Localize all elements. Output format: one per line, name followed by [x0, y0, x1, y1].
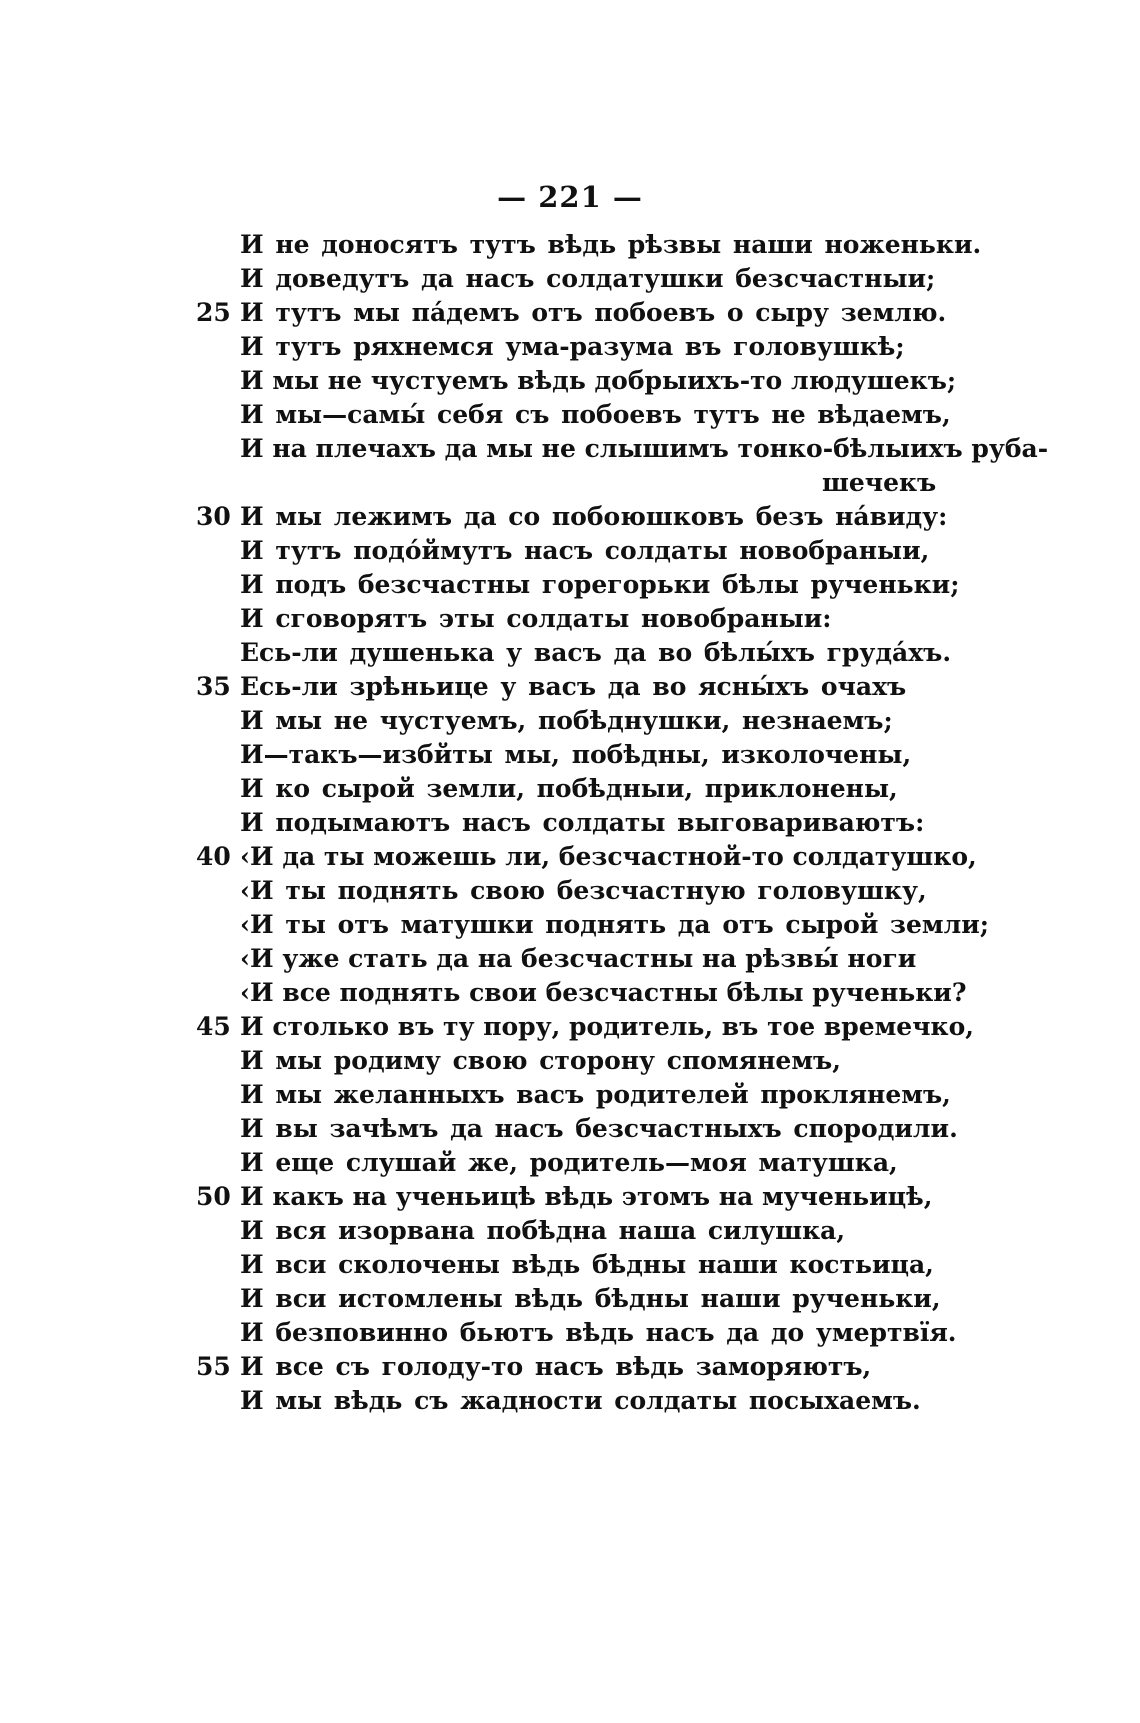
poem-line	[0, 738, 1140, 772]
poem-line	[0, 670, 1140, 704]
line-text: И еще слушай же, родитель—моя матушка,	[240, 1148, 898, 1177]
poem-line-continuation	[0, 466, 1140, 500]
line-text: И мы не чустуемъ, побѣднушки, незнаемъ;	[240, 706, 893, 735]
poem-line	[0, 296, 1140, 330]
page-number: — 221 —	[497, 180, 643, 214]
poem-line	[0, 772, 1140, 806]
line-text: ‹И ты поднять свою безсчастную головушку,	[240, 876, 927, 905]
line-text: И тутъ мы па́демъ отъ побоевъ о сыру землю.	[240, 298, 947, 327]
line-text: И вся изорвана побѣдна наша силушка,	[240, 1216, 846, 1245]
line-number: 45	[196, 1012, 231, 1041]
poem-line	[0, 942, 1140, 976]
poem-line	[0, 262, 1140, 296]
poem-line	[0, 1010, 1140, 1044]
line-text: И подымаютъ насъ солдаты выговариваютъ:	[240, 808, 925, 837]
line-text: И—такъ—избйты мы, побѣдны, изколочены,	[240, 740, 912, 769]
line-text: Есь-ли зрѣньице у васъ да во ясны́хъ очахъ	[240, 672, 907, 701]
line-number: 40	[196, 842, 231, 871]
line-text: И мы—самы́ себя съ побоевъ тутъ не вѣдаемъ,	[240, 400, 951, 429]
poem-line	[0, 1350, 1140, 1384]
line-text: И столько въ ту пору, родитель, въ тое времечко,	[240, 1012, 974, 1041]
poem-line	[0, 806, 1140, 840]
line-text: И какъ на ученьицѣ вѣдь этомъ на мученьицѣ,	[240, 1182, 933, 1211]
poem-line	[0, 568, 1140, 602]
line-text: И доведутъ да насъ солдатушки безсчастныи;	[240, 264, 936, 293]
poem-line	[0, 330, 1140, 364]
poem-line	[0, 364, 1140, 398]
poem-line	[0, 840, 1140, 874]
poem-line	[0, 874, 1140, 908]
line-text: И мы родиму свою сторону спомянемъ,	[240, 1046, 841, 1075]
line-text: И на плечахъ да мы не слышимъ тонко-бѣлыихъ руба-	[240, 434, 1049, 463]
line-text: И мы вѣдь съ жадности солдаты посыхаемъ.	[240, 1386, 921, 1415]
line-text: И подъ безсчастны горегорьки бѣлы рученьки;	[240, 570, 960, 599]
poem-line	[0, 1112, 1140, 1146]
line-text: И мы лежимъ да со побоюшковъ безъ на́виду:	[240, 502, 948, 531]
line-text: И тутъ ряхнемся ума-разума въ головушкѣ;	[240, 332, 905, 361]
poem-line	[0, 1384, 1140, 1418]
line-text: ‹И все поднять свои безсчастны бѣлы рученьки?	[240, 978, 967, 1007]
poem-line	[0, 976, 1140, 1010]
line-text: Есь-ли душенька у васъ да во бѣлы́хъ груда́хъ.	[240, 638, 952, 667]
poem-text	[0, 228, 1140, 1418]
line-text: И все съ голоду-то насъ вѣдь заморяютъ,	[240, 1352, 872, 1381]
poem-line	[0, 432, 1140, 466]
line-text: ‹И ты отъ матушки поднять да отъ сырой земли;	[240, 910, 990, 939]
line-text: И ко сырой земли, побѣдныи, приклонены,	[240, 774, 898, 803]
line-text: ‹И уже стать да на безсчастны на рѣзвы́ ноги	[240, 944, 917, 973]
line-text: И безповинно бьютъ вѣдь насъ да до умертвїя.	[240, 1318, 957, 1347]
line-continuation: шечекъ	[822, 468, 937, 497]
line-text: И вси сколочены вѣдь бѣдны наши костьица,	[240, 1250, 934, 1279]
poem-line	[0, 1282, 1140, 1316]
line-text: И не доносятъ тутъ вѣдь рѣзвы наши ноженьки.	[240, 230, 982, 259]
line-number: 25	[196, 298, 231, 327]
poem-line	[0, 398, 1140, 432]
poem-line	[0, 1214, 1140, 1248]
line-text: И вси истомлены вѣдь бѣдны наши рученьки,	[240, 1284, 941, 1313]
poem-line	[0, 1248, 1140, 1282]
line-text: И сговорятъ эты солдаты новобраныи:	[240, 604, 832, 633]
poem-line	[0, 602, 1140, 636]
line-number: 55	[196, 1352, 231, 1381]
poem-line	[0, 1078, 1140, 1112]
line-number: 50	[196, 1182, 231, 1211]
line-number: 35	[196, 672, 231, 701]
line-text: ‹И да ты можешь ли, безсчастной-то солдатушко,	[240, 842, 977, 871]
line-text: И мы не чустуемъ вѣдь добрыихъ-то людушекъ;	[240, 366, 957, 395]
line-text: И мы желанныхъ васъ родителей проклянемъ,	[240, 1080, 951, 1109]
poem-line	[0, 1146, 1140, 1180]
poem-line	[0, 908, 1140, 942]
line-number: 30	[196, 502, 231, 531]
line-text: И тутъ подо́ймутъ насъ солдаты новобраныи,	[240, 536, 930, 565]
poem-line	[0, 704, 1140, 738]
poem-line	[0, 636, 1140, 670]
poem-line	[0, 228, 1140, 262]
poem-line	[0, 500, 1140, 534]
poem-line	[0, 534, 1140, 568]
poem-line	[0, 1316, 1140, 1350]
poem-line	[0, 1044, 1140, 1078]
poem-line	[0, 1180, 1140, 1214]
line-text: И вы зачѣмъ да насъ безсчастныхъ спородили.	[240, 1114, 958, 1143]
